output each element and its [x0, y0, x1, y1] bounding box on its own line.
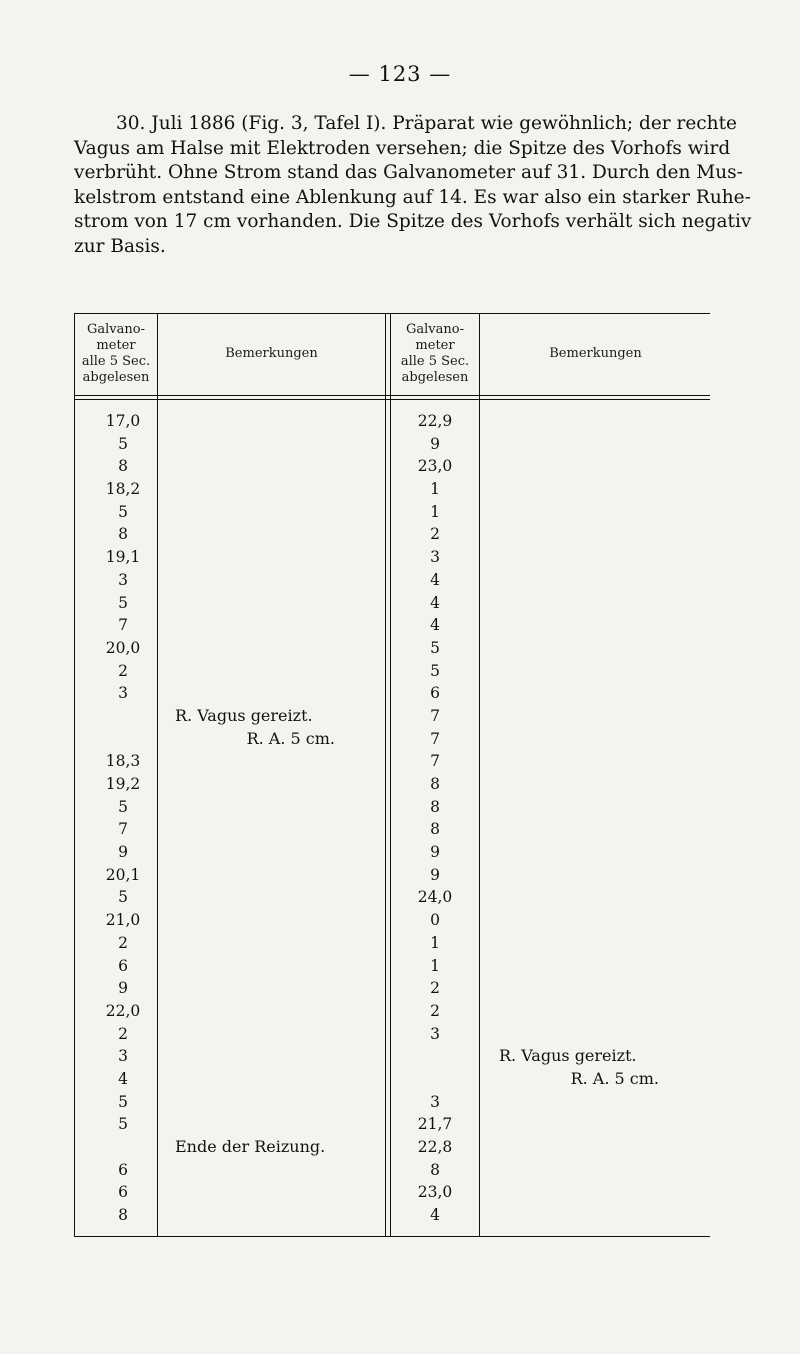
header-line: Galvano-: [87, 322, 145, 337]
header-line: meter: [415, 338, 455, 353]
galvanometer-reading: 5: [118, 434, 128, 453]
remark-empty: [499, 773, 659, 796]
remark-empty: [499, 1204, 659, 1227]
remark-empty: [175, 796, 335, 819]
galvanometer-reading: 5: [118, 1115, 128, 1134]
remark-text: Ende der Reizung.: [175, 1137, 326, 1156]
remark-empty: [499, 909, 659, 932]
remark-empty: [499, 614, 659, 637]
galvanometer-reading: 22,8: [417, 1138, 453, 1156]
remark-empty: [175, 614, 335, 637]
remark-empty: [499, 1091, 659, 1114]
remark-empty: [175, 433, 335, 456]
intro-line: verbrüht. Ohne Strom stand das Galvanometer auf 31. Durch den Mus-: [74, 162, 743, 183]
header-line: abgelesen: [82, 370, 150, 385]
column-divider: [157, 314, 158, 1236]
remark-empty: [175, 841, 335, 864]
galvanometer-reading: 1: [430, 502, 440, 521]
remark-empty: [175, 1045, 335, 1068]
galvanometer-reading: 5: [118, 593, 128, 612]
remark-empty: [499, 1136, 659, 1159]
remark-empty: [175, 864, 335, 887]
galvanometer-reading: 7: [118, 820, 128, 839]
intro-line: strom von 17 cm vorhanden. Die Spitze des Vorhofs verhält sich negativ: [74, 211, 752, 232]
remark-empty: [175, 932, 335, 955]
remark-empty: [175, 977, 335, 1000]
remark-empty: [175, 1091, 335, 1114]
header-line: abgelesen: [401, 370, 469, 385]
galvanometer-reading: 23,0: [417, 457, 453, 476]
remark-empty: [175, 478, 335, 501]
remark-empty: [175, 682, 335, 705]
remark-empty: [175, 773, 335, 796]
remark-empty: [175, 886, 335, 909]
remark-empty: [499, 501, 659, 524]
galvanometer-reading: 20,1: [105, 865, 141, 884]
galvanometer-reading: 3: [118, 1047, 128, 1066]
remark-empty: [499, 682, 659, 705]
galvanometer-reading: 5: [118, 1092, 128, 1111]
galvanometer-reading: 19,1: [105, 548, 141, 567]
remark-empty: [499, 750, 659, 773]
galvanometer-reading: 4: [430, 593, 440, 612]
galvanometer-reading: 1: [430, 933, 440, 952]
galvanometer-reading: 5: [118, 797, 128, 816]
remark-empty: [499, 433, 659, 456]
remark-empty: [499, 955, 659, 978]
galvanometer-reading: 23,0: [417, 1183, 453, 1202]
galvanometer-reading: 9: [430, 434, 440, 453]
remark-empty: [499, 705, 659, 728]
right-remarks-column: [499, 410, 659, 1227]
remark-empty: [499, 1181, 659, 1204]
remark-empty: [499, 410, 659, 433]
remark-empty: [499, 523, 659, 546]
remark-empty: [499, 1023, 659, 1046]
remark-empty: [499, 637, 659, 660]
remark-empty: [175, 1023, 335, 1046]
galvanometer-reading: [391, 1045, 479, 1068]
remark-empty: [499, 977, 659, 1000]
galvanometer-reading: [75, 705, 157, 728]
intro-line: kelstrom entstand eine Ablenkung auf 14. Es war also ein starker Ruhe-: [74, 186, 751, 208]
galvanometer-reading: 5: [118, 502, 128, 521]
remark-text: R. Vagus gereizt.: [499, 1046, 637, 1066]
galvanometer-reading: 2: [430, 1001, 440, 1020]
column-divider: [479, 314, 480, 1236]
header-line: alle 5 Sec.: [81, 354, 151, 369]
remark-empty: [499, 932, 659, 955]
remark-empty: [499, 592, 659, 615]
remark-empty: [175, 1204, 335, 1227]
galvanometer-reading: 4: [118, 1069, 128, 1088]
remark-empty: [175, 660, 335, 683]
galvanometer-reading: 9: [430, 865, 440, 884]
galvanometer-reading: 4: [430, 1206, 440, 1225]
galvanometer-reading: 19,2: [105, 775, 141, 793]
remark-empty: [499, 796, 659, 819]
galvanometer-reading: 8: [118, 1206, 128, 1225]
remark-empty: [175, 637, 335, 660]
galvanometer-reading: 4: [430, 570, 440, 589]
galvanometer-reading: 18,3: [105, 752, 141, 771]
galvanometer-reading: 7: [430, 752, 440, 771]
header-rule: [75, 399, 710, 400]
remark-empty: [499, 1113, 659, 1136]
galvanometer-reading: 8: [118, 525, 128, 544]
galvanometer-reading: 6: [430, 684, 440, 703]
intro-paragraph: [74, 112, 752, 259]
header-line: alle 5 Sec.: [400, 354, 470, 369]
header-remarks-left: Bemerkungen: [225, 346, 318, 361]
galvanometer-reading: 6: [118, 1160, 128, 1179]
header-remarks-right: Bemerkungen: [549, 346, 642, 361]
galvanometer-reading: 3: [430, 1092, 440, 1111]
remark-text: R. Vagus gereizt.: [175, 705, 313, 725]
galvanometer-reading: 6: [118, 1183, 128, 1202]
remark-empty: [175, 410, 335, 433]
galvanometer-reading: 9: [118, 979, 128, 998]
galvanometer-reading: 8: [430, 1160, 440, 1179]
left-galvanometer-column: [75, 410, 157, 1227]
galvanometer-reading: 8: [118, 457, 128, 476]
remark-empty: [175, 1181, 335, 1204]
galvanometer-reading: 7: [118, 616, 128, 635]
galvanometer-reading: 20,0: [105, 638, 141, 657]
remark-empty: [175, 501, 335, 524]
header-line: meter: [96, 338, 136, 353]
galvanometer-reading: 3: [430, 1024, 440, 1043]
galvanometer-reading: 6: [118, 956, 128, 975]
galvanometer-reading: 8: [430, 797, 440, 816]
galvanometer-reading: 2: [118, 933, 128, 952]
galvanometer-reading: 5: [430, 661, 440, 680]
remark-empty: [175, 569, 335, 592]
remark-text: R. A. 5 cm.: [246, 728, 335, 748]
remark-empty: [175, 955, 335, 978]
galvanometer-reading: 9: [118, 843, 128, 862]
galvanometer-reading: 1: [430, 956, 440, 975]
intro-line: zur Basis.: [74, 235, 166, 257]
remark-empty: [499, 1159, 659, 1182]
right-galvanometer-column: [391, 410, 479, 1227]
remark-empty: [175, 909, 335, 932]
galvanometer-reading: 5: [118, 888, 128, 907]
column-divider: [385, 314, 386, 1236]
measurement-table: [74, 313, 710, 1237]
left-remarks-column: [175, 410, 335, 1227]
galvanometer-reading: [75, 1136, 157, 1159]
galvanometer-reading: 2: [118, 1024, 128, 1043]
galvanometer-reading: 0: [430, 911, 440, 930]
galvanometer-reading: 3: [118, 684, 128, 703]
galvanometer-reading: 24,0: [417, 888, 453, 907]
remark-empty: [175, 523, 335, 546]
galvanometer-reading: 5: [430, 638, 440, 657]
intro-line: Vagus am Halse mit Elektroden versehen; die Spitze des Vorhofs wird: [74, 137, 731, 159]
remark-empty: [175, 1159, 335, 1182]
remark-empty: [499, 478, 659, 501]
galvanometer-reading: 3: [118, 570, 128, 589]
remark-empty: [499, 818, 659, 841]
galvanometer-reading: [75, 728, 157, 751]
remark-empty: [499, 660, 659, 683]
galvanometer-reading: 8: [430, 820, 440, 839]
galvanometer-reading: 22,9: [417, 412, 453, 430]
page-number: — 123 —: [348, 62, 452, 86]
remark-empty: [499, 886, 659, 909]
header-galvanometer-right: [391, 314, 479, 394]
galvanometer-reading: 4: [430, 616, 440, 635]
remark-empty: [499, 1000, 659, 1023]
galvanometer-reading: 2: [430, 979, 440, 998]
remark-empty: [499, 569, 659, 592]
galvanometer-reading: 2: [118, 661, 128, 680]
galvanometer-reading: [391, 1068, 479, 1091]
remark-empty: [175, 592, 335, 615]
remark-empty: [175, 1068, 335, 1091]
remark-empty: [175, 750, 335, 773]
remark-empty: [175, 455, 335, 478]
remark-empty: [175, 1113, 335, 1136]
galvanometer-reading: 7: [430, 729, 440, 748]
remark-empty: [175, 546, 335, 569]
galvanometer-reading: 18,2: [105, 480, 141, 499]
header-line: Galvano-: [406, 322, 464, 337]
intro-line: 30. Juli 1886 (Fig. 3, Tafel I). Präparat wie gewöhnlich; der rechte: [116, 113, 737, 134]
remark-text: R. A. 5 cm.: [570, 1068, 659, 1088]
remark-empty: [175, 818, 335, 841]
header-rule: [75, 395, 710, 396]
galvanometer-reading: 21,7: [417, 1115, 453, 1134]
galvanometer-reading: 2: [430, 525, 440, 544]
galvanometer-reading: 7: [430, 706, 440, 725]
galvanometer-reading: 1: [430, 480, 440, 499]
galvanometer-reading: 17,0: [105, 412, 141, 430]
galvanometer-reading: 21,0: [105, 911, 141, 930]
galvanometer-reading: 22,0: [105, 1001, 141, 1020]
galvanometer-reading: 8: [430, 775, 440, 793]
remark-empty: [499, 864, 659, 887]
remark-empty: [499, 728, 659, 751]
galvanometer-reading: 3: [430, 548, 440, 567]
remark-empty: [175, 1000, 335, 1023]
galvanometer-reading: 9: [430, 843, 440, 862]
remark-empty: [499, 455, 659, 478]
remark-empty: [499, 546, 659, 569]
remark-empty: [499, 841, 659, 864]
header-galvanometer-left: [75, 314, 157, 394]
